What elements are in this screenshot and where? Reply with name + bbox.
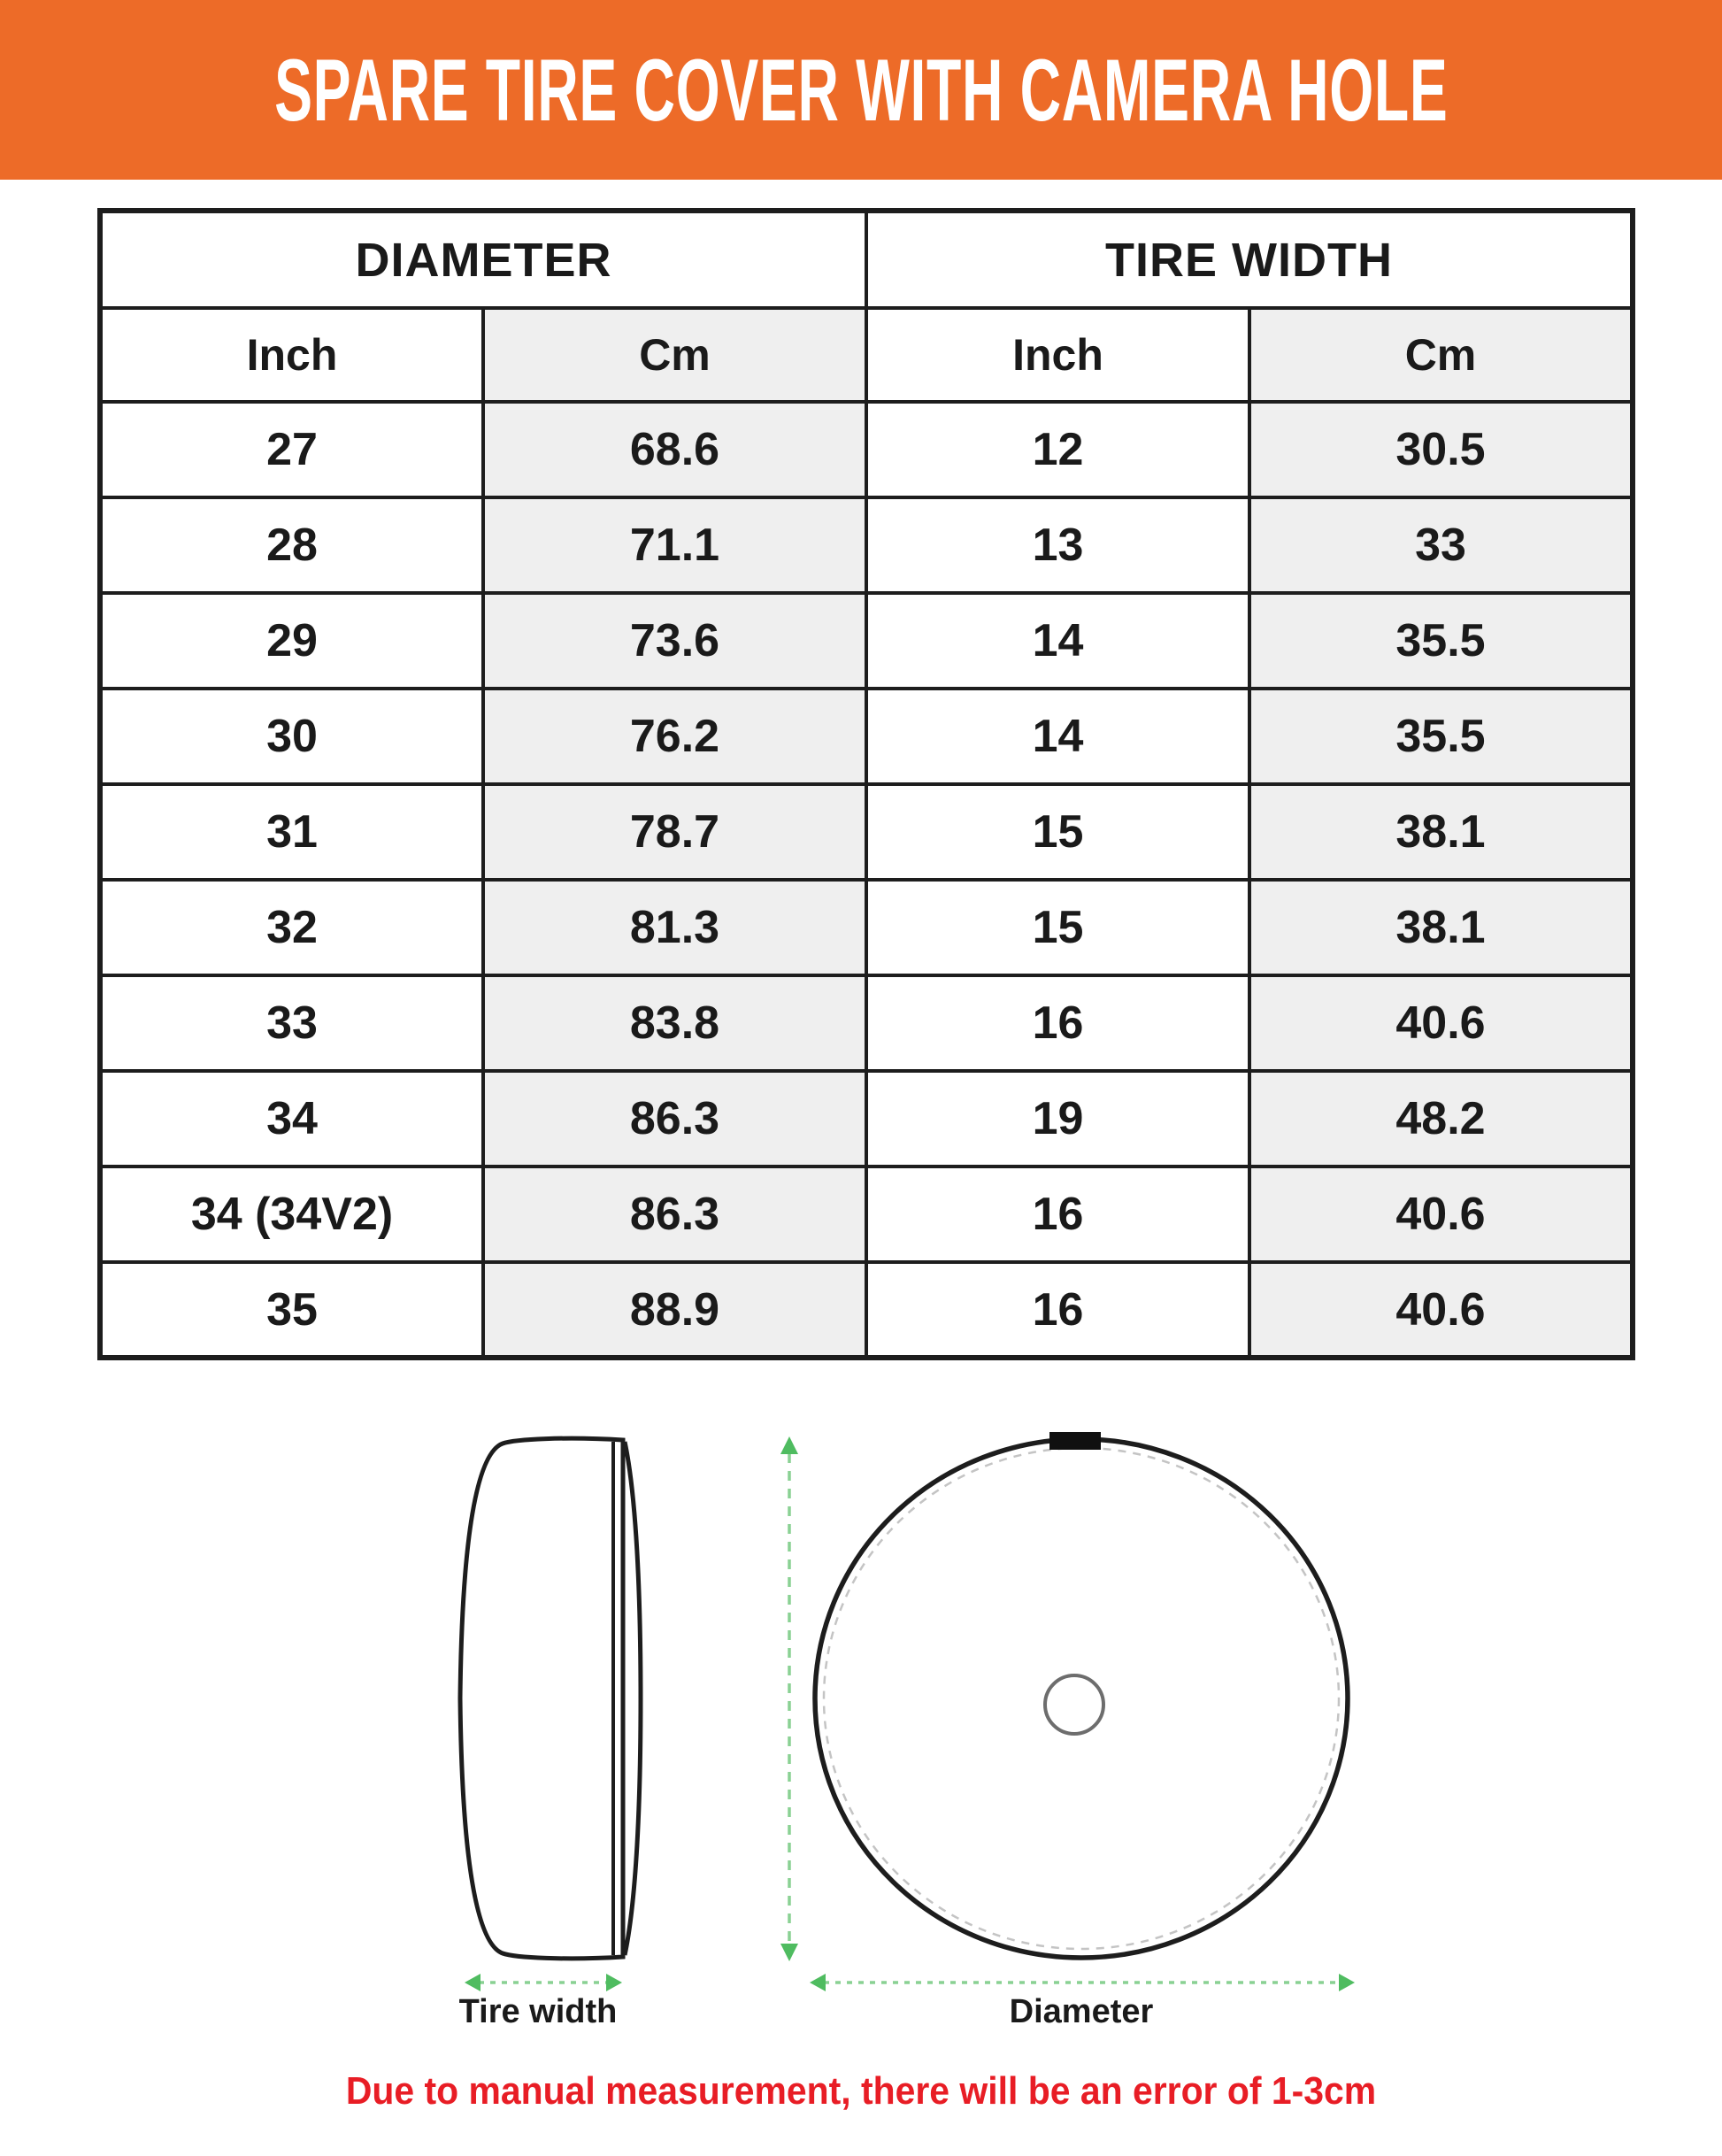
cell-width-cm: 40.6 <box>1249 975 1633 1071</box>
cell-width-inch: 14 <box>866 689 1249 784</box>
subheader-width-cm: Cm <box>1249 308 1633 402</box>
cell-width-cm: 38.1 <box>1249 784 1633 880</box>
table-subheader-row <box>100 308 1633 402</box>
cell-width-cm: 38.1 <box>1249 880 1633 975</box>
table-row <box>100 880 1633 975</box>
cell-width-inch: 16 <box>866 1167 1249 1262</box>
cell-diameter-cm: 86.3 <box>483 1071 866 1167</box>
cell-width-cm: 30.5 <box>1249 402 1633 497</box>
cell-width-cm: 40.6 <box>1249 1262 1633 1358</box>
table-row <box>100 497 1633 593</box>
cell-width-cm: 35.5 <box>1249 689 1633 784</box>
cell-width-inch: 15 <box>866 784 1249 880</box>
top-notch-rect <box>1049 1432 1101 1450</box>
page-title: SPARE TIRE COVER WITH CAMERA HOLE <box>273 40 1449 139</box>
cell-diameter-cm: 78.7 <box>483 784 866 880</box>
cell-diameter-cm: 81.3 <box>483 880 866 975</box>
group-header-diameter: DIAMETER <box>100 211 866 308</box>
cell-diameter-cm: 88.9 <box>483 1262 866 1358</box>
group-header-tire-width: TIRE WIDTH <box>866 211 1633 308</box>
camera-hole-circle <box>1045 1675 1103 1734</box>
table-row <box>100 1167 1633 1262</box>
diameter-measure-arrow-icon <box>809 1971 1356 1994</box>
tire-side-outline <box>460 1438 623 1959</box>
cell-diameter-cm: 76.2 <box>483 689 866 784</box>
cell-diameter-cm: 68.6 <box>483 402 866 497</box>
tire-width-measure-arrow-icon <box>464 1971 623 1994</box>
table-row <box>100 784 1633 880</box>
tire-side-view-diagram <box>451 1434 648 1963</box>
cell-diameter-inch: 33 <box>100 975 483 1071</box>
cell-width-cm: 33 <box>1249 497 1633 593</box>
cell-diameter-inch: 32 <box>100 880 483 975</box>
tire-width-label: Tire width <box>458 1993 618 2030</box>
cell-diameter-inch: 30 <box>100 689 483 784</box>
table-row <box>100 402 1633 497</box>
cell-width-inch: 19 <box>866 1071 1249 1167</box>
subheader-width-inch: Inch <box>866 308 1249 402</box>
measurement-error-note: Due to manual measurement, there will be an error of 1-3cm <box>345 2069 1377 2113</box>
size-table <box>97 208 1635 1360</box>
table-row <box>100 593 1633 689</box>
cell-diameter-inch: 35 <box>100 1262 483 1358</box>
cell-width-inch: 15 <box>866 880 1249 975</box>
diameter-label: Diameter <box>1009 1993 1154 2030</box>
cell-diameter-cm: 73.6 <box>483 593 866 689</box>
cell-width-cm: 35.5 <box>1249 593 1633 689</box>
subheader-diameter-cm: Cm <box>483 308 866 402</box>
cell-width-inch: 16 <box>866 1262 1249 1358</box>
cell-diameter-inch: 31 <box>100 784 483 880</box>
cell-width-inch: 16 <box>866 975 1249 1071</box>
cell-width-inch: 13 <box>866 497 1249 593</box>
cell-width-cm: 40.6 <box>1249 1167 1633 1262</box>
cell-diameter-inch: 28 <box>100 497 483 593</box>
subheader-diameter-inch: Inch <box>100 308 483 402</box>
tire-side-tread-edge <box>625 1442 641 1955</box>
cell-diameter-cm: 71.1 <box>483 497 866 593</box>
cell-diameter-inch: 34 <box>100 1071 483 1167</box>
cell-diameter-cm: 86.3 <box>483 1167 866 1262</box>
table-row <box>100 975 1633 1071</box>
cell-diameter-inch: 34 (34V2) <box>100 1167 483 1262</box>
cell-diameter-cm: 83.8 <box>483 975 866 1071</box>
table-group-header-row <box>100 211 1633 308</box>
cell-diameter-inch: 29 <box>100 593 483 689</box>
table-row <box>100 1262 1633 1358</box>
banner <box>0 0 1722 180</box>
cell-width-cm: 48.2 <box>1249 1071 1633 1167</box>
cell-width-inch: 14 <box>866 593 1249 689</box>
cell-diameter-inch: 27 <box>100 402 483 497</box>
table-row <box>100 689 1633 784</box>
table-row <box>100 1071 1633 1167</box>
cell-width-inch: 12 <box>866 402 1249 497</box>
tire-front-view-diagram <box>809 1431 1354 1966</box>
vertical-measure-arrow-icon <box>773 1436 805 1962</box>
